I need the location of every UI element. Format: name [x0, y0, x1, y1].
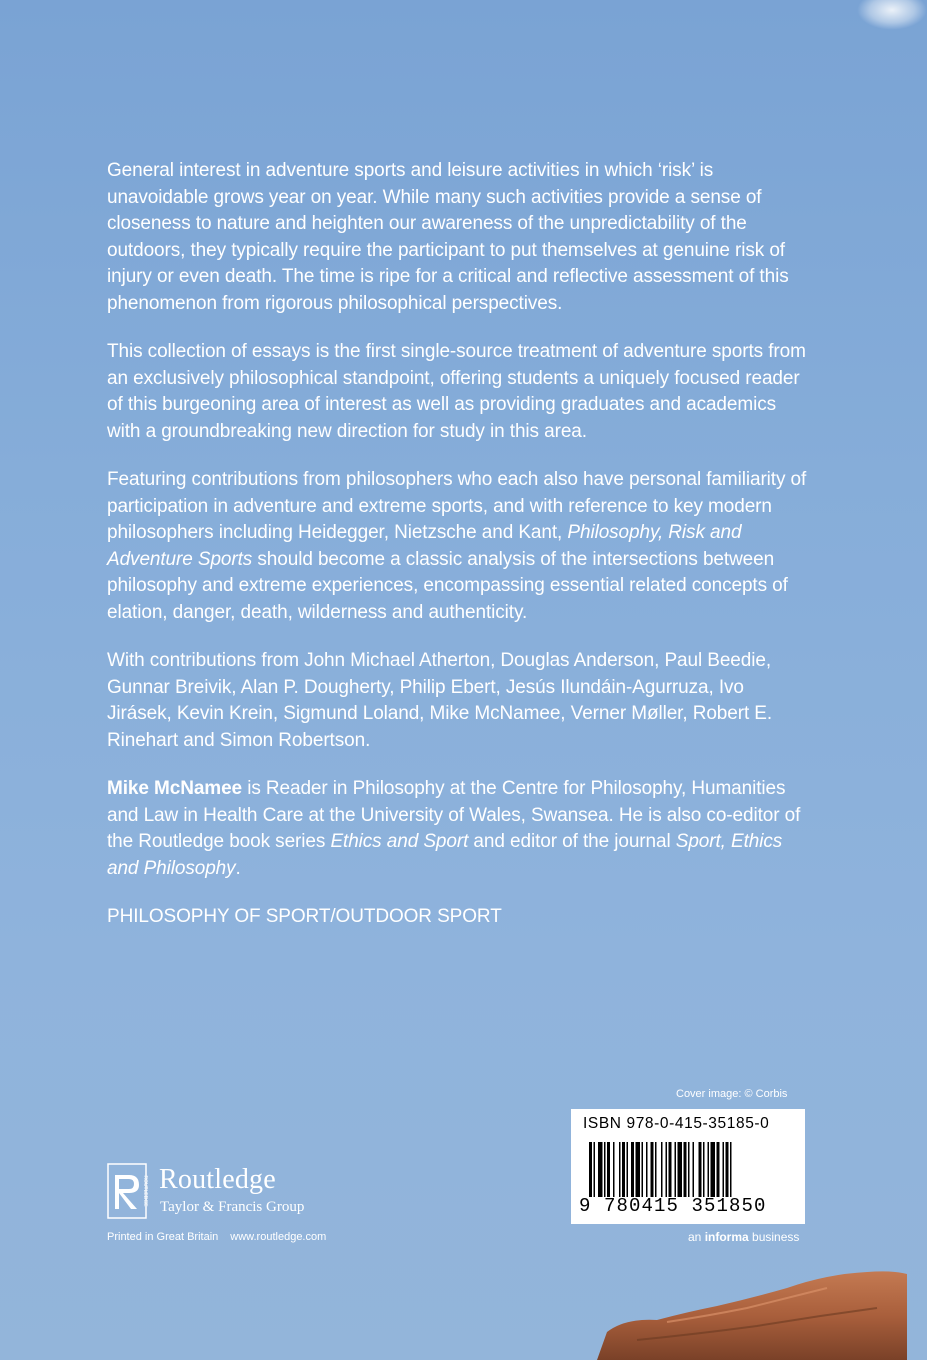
barcode-bar: [726, 1142, 729, 1197]
bio-text: .: [235, 857, 241, 879]
barcode-bar: [655, 1142, 657, 1197]
barcode-bar: [646, 1142, 648, 1197]
blurb-paragraph-1: General interest in adventure sports and leisure activities in which ‘risk’ is unavoidable grows year on year. While many such activities provide a sense of closeness to nature and heighten our awareness of the unpredictability of the outdoors, they typically require the participant to put themselves at genuine risk of injury or even death. The time is ripe for a critical and reflective assessment of this phenomenon from rigorous philosophical perspectives.: [107, 160, 789, 314]
contributors-paragraph: With contributions from John Michael Atherton, Douglas Anderson, Paul Beedie, Gunnar Breivik, Alan P. Dougherty, Philip Ebert, Jesús Ilundáin-Agurruza, Ivo Jirásek, Kevin Krein, Sigmund Loland, Mike McNamee, Verner Møller, Robert E. Rinehart and Simon Robertson.: [107, 650, 773, 751]
barcode-bar: [693, 1142, 695, 1197]
barcode-bar: [730, 1142, 732, 1197]
barcode-bar: [708, 1142, 710, 1197]
barcode-bar: [703, 1142, 705, 1197]
barcode-bar: [666, 1142, 668, 1197]
informa-business: [688, 1230, 799, 1244]
barcode-bar: [607, 1142, 610, 1197]
publisher-name: Routledge: [159, 1164, 276, 1195]
informa-brand: informa: [704, 1230, 749, 1244]
barcode-bar: [636, 1142, 641, 1197]
cover-image-credit: Cover image: © Corbis: [676, 1088, 788, 1100]
website-url: www.routledge.com: [230, 1231, 327, 1243]
barcode-bar: [699, 1142, 702, 1197]
barcode-bar: [675, 1142, 677, 1197]
routledge-emblem-icon: [107, 1163, 147, 1219]
back-cover-blurb: [107, 158, 807, 953]
blurb-text: should become a classic analysis of the intersections between philosophy and extreme experiences, encompassing essential related concepts of elation, danger, death, wilderness and authenticity.: [107, 548, 788, 623]
publisher-group: Taylor & Francis Group: [160, 1199, 305, 1215]
barcode-bar: [688, 1142, 690, 1197]
barcode-digits: 9 780415 351850: [579, 1195, 767, 1217]
bio-text: is Reader in Philosophy at the Centre for Philosophy, Humanities and Law in Health Care at the University of Wales, Swansea. He is also co-editor of the Routledge book series: [107, 778, 801, 852]
blurb-text: Featuring contributions from philosophers who each also have personal familiarity of participation in adventure and extreme sports, and with reference to key modern philosophers including Heidegger, Nietzsche and Kant,: [107, 469, 807, 543]
blurb-paragraph-2: This collection of essays is the first single-source treatment of adventure sports from an exclusively philosophical standpoint, offering students a uniquely focused reader of this burgeoning area of interest as well as providing graduates and academics with a groundbreaking new direction for study in this area.: [107, 341, 806, 442]
barcode-bar: [678, 1142, 683, 1197]
barcode-bar: [642, 1142, 644, 1197]
barcode-bar: [661, 1142, 663, 1197]
barcode-bar: [604, 1142, 606, 1197]
barcode-bar: [651, 1142, 654, 1197]
barcode-bar: [613, 1142, 615, 1197]
barcode-bar: [723, 1142, 725, 1197]
barcode-bar: [589, 1142, 592, 1197]
bio-text: and editor of the journal: [468, 831, 676, 852]
barcode-bar: [717, 1142, 720, 1197]
subject-category: PHILOSOPHY OF SPORT/OUTDOOR SPORT: [107, 906, 502, 927]
informa-suffix: business: [748, 1230, 800, 1244]
book-title: Philosophy, Risk and Adventure Sports: [107, 522, 742, 570]
barcode-bars: [589, 1142, 795, 1197]
journal-title: Sport, Ethics and Philosophy: [107, 831, 783, 879]
barcode-bar: [619, 1142, 621, 1197]
barcode-bar: [622, 1142, 625, 1197]
cloud: [857, 0, 927, 30]
series-title: Ethics and Sport: [330, 831, 469, 852]
barcode-bar: [669, 1142, 672, 1197]
printed-in: Printed in Great Britain: [107, 1231, 219, 1243]
blurb-paragraph-3: [107, 467, 807, 626]
isbn-text: ISBN 978-0-415-35185-0: [583, 1115, 770, 1132]
print-info: [107, 1231, 326, 1243]
author-bio: [107, 776, 807, 882]
author-name: Mike McNamee: [107, 778, 243, 799]
isbn-barcode: [571, 1109, 805, 1224]
barcode-bar: [598, 1142, 603, 1197]
barcode-bar: [631, 1142, 634, 1197]
barcode-bar: [684, 1142, 687, 1197]
emblem-text: ROUTLEDGE: [142, 1175, 148, 1207]
informa-prefix: an: [688, 1230, 705, 1244]
rock-outcrop: [577, 1250, 907, 1360]
barcode-bar: [594, 1142, 596, 1197]
barcode-bar: [627, 1142, 629, 1197]
barcode-bar: [711, 1142, 716, 1197]
